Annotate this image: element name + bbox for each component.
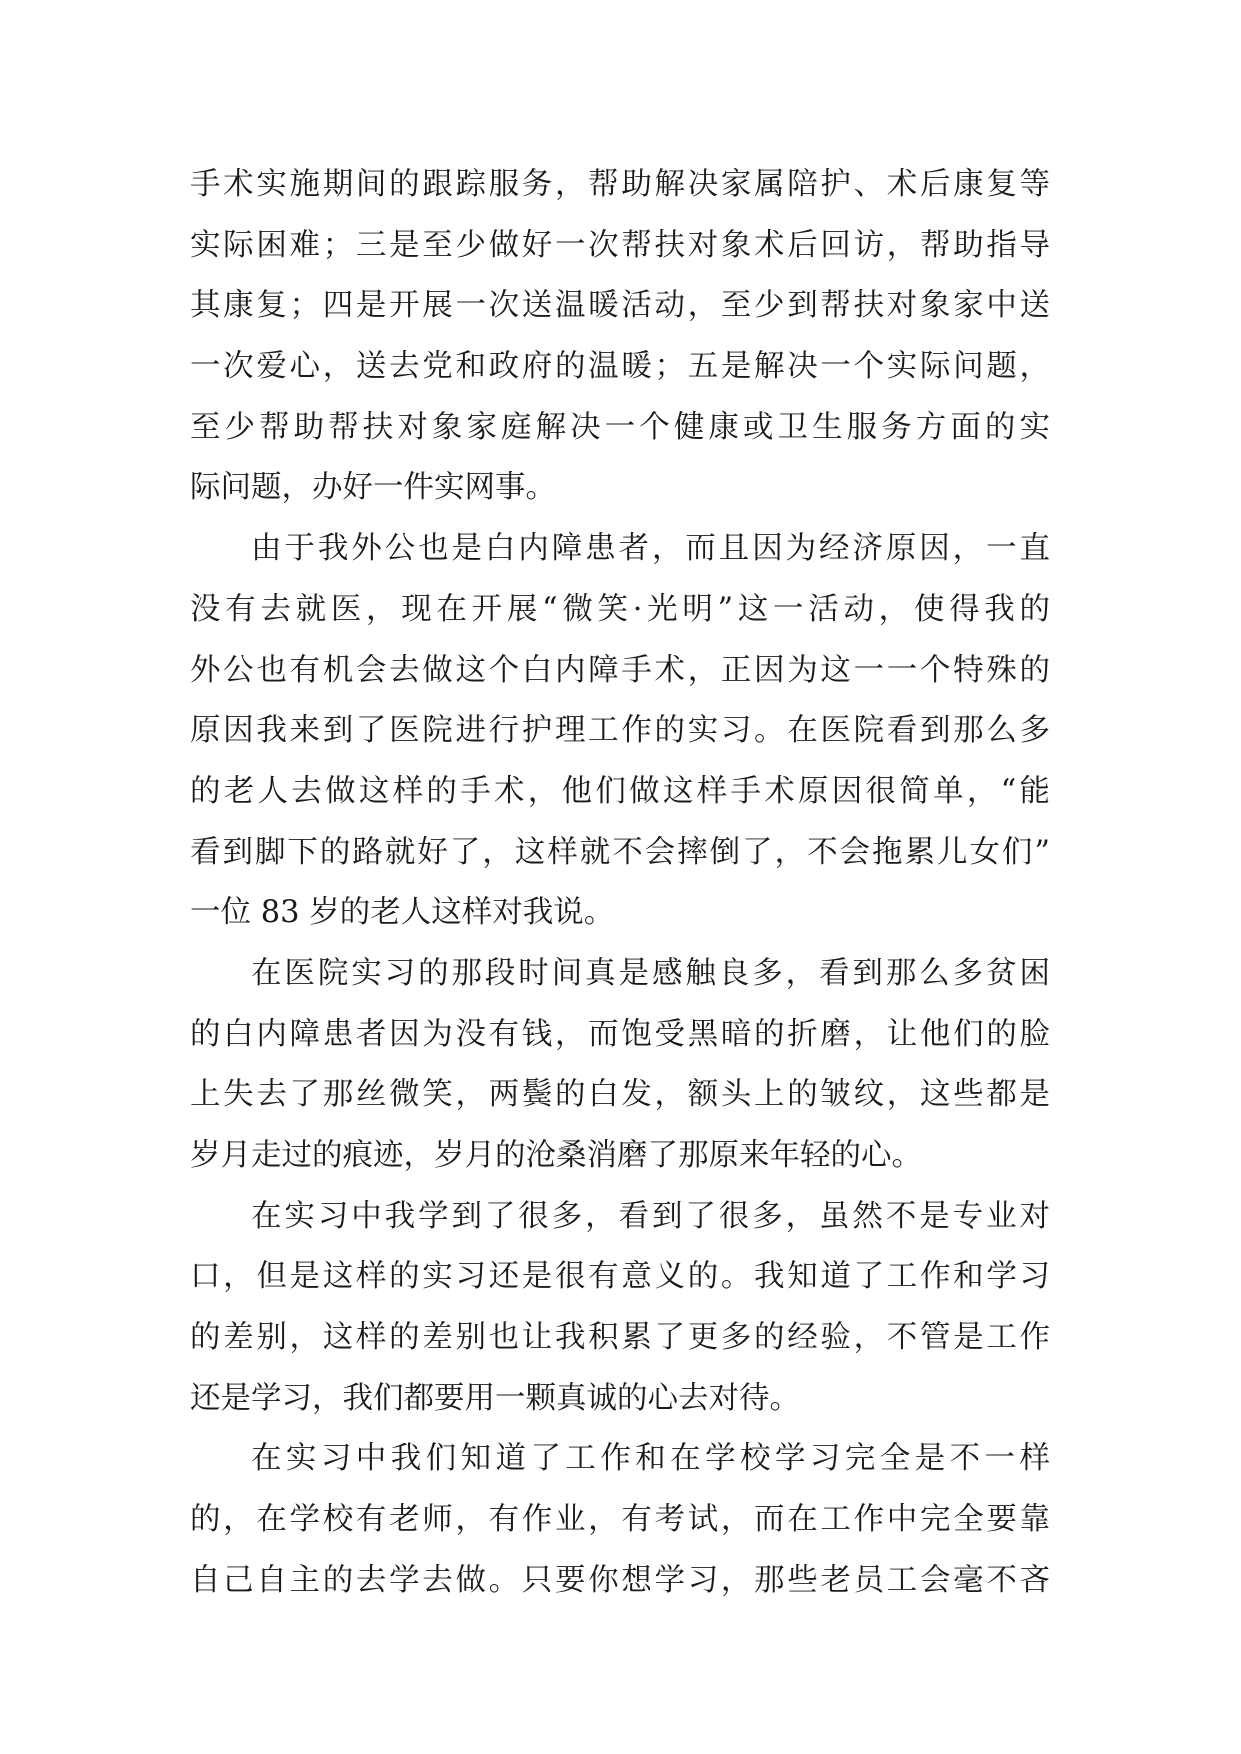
text-line: 在实习中我学到了很多，看到了很多，虽然不是专业对 xyxy=(251,1198,1050,1234)
text-line: 至少帮助帮扶对象家庭解决一个健康或卫生服务方面的实 xyxy=(190,409,1050,445)
paragraph xyxy=(190,519,1050,944)
text-line: 一位 83 岁的老人这样对我说。 xyxy=(190,895,615,931)
text-line: 原因我来到了医院进行护理工作的实习。在医院看到那么多 xyxy=(190,713,1050,749)
text-line: 其康复；四是开展一次送温暖活动，至少到帮扶对象家中送 xyxy=(190,288,1050,324)
text-line: 的白内障患者因为没有钱，而饱受黑暗的折磨，让他们的脸 xyxy=(190,1016,1050,1052)
paragraph xyxy=(190,1187,1050,1430)
text-line: 实际困难；三是至少做好一次帮扶对象术后回访，帮助指导 xyxy=(190,227,1050,263)
text-line: 的老人去做这样的手术，他们做这样手术原因很简单，“能 xyxy=(190,773,1050,809)
document-body xyxy=(190,155,1050,1612)
paragraph xyxy=(190,944,1050,1187)
text-line: 岁月走过的痕迹，岁月的沧桑消磨了那原来年轻的心。 xyxy=(190,1138,922,1173)
text-line: 还是学习，我们都要用一颗真诚的心去对待。 xyxy=(190,1380,800,1416)
text-line: 外公也有机会去做这个白内障手术，正因为这一一个特殊的 xyxy=(190,652,1050,688)
text-line: 由于我外公也是白内障患者，而且因为经济原因，一直 xyxy=(251,531,1050,567)
text-line: 在实习中我们知道了工作和在学校学习完全是不一样 xyxy=(251,1441,1050,1477)
text-line: 一次爱心，送去党和政府的温暖；五是解决一个实际问题， xyxy=(190,349,1050,385)
text-line: 的差别，这样的差别也让我积累了更多的经验，不管是工作 xyxy=(190,1320,1050,1356)
text-line: 看到脚下的路就好了，这样就不会摔倒了，不会拖累儿女们” xyxy=(190,834,1050,870)
text-line: 在医院实习的那段时间真是感触良多，看到那么多贫困 xyxy=(251,955,1050,991)
text-line: 自己自主的去学去做。只要你想学习，那些老员工会毫不吝 xyxy=(190,1562,1050,1598)
text-line: 口，但是这样的实习还是很有意义的。我知道了工作和学习 xyxy=(190,1259,1050,1295)
text-line: 际问题，办好一件实网事。 xyxy=(190,470,556,506)
text-line: 手术实施期间的跟踪服务，帮助解决家属陪护、术后康复等 xyxy=(190,167,1050,202)
text-line: 上失去了那丝微笑，两鬓的白发，额头上的皱纹，这些都是 xyxy=(190,1077,1050,1113)
paragraph xyxy=(190,155,1050,519)
text-line: 的，在学校有老师，有作业，有考试，而在工作中完全要靠 xyxy=(190,1502,1050,1538)
text-line: 没有去就医，现在开展“微笑·光明”这一活动，使得我的 xyxy=(190,591,1050,627)
paragraph xyxy=(190,1429,1050,1611)
